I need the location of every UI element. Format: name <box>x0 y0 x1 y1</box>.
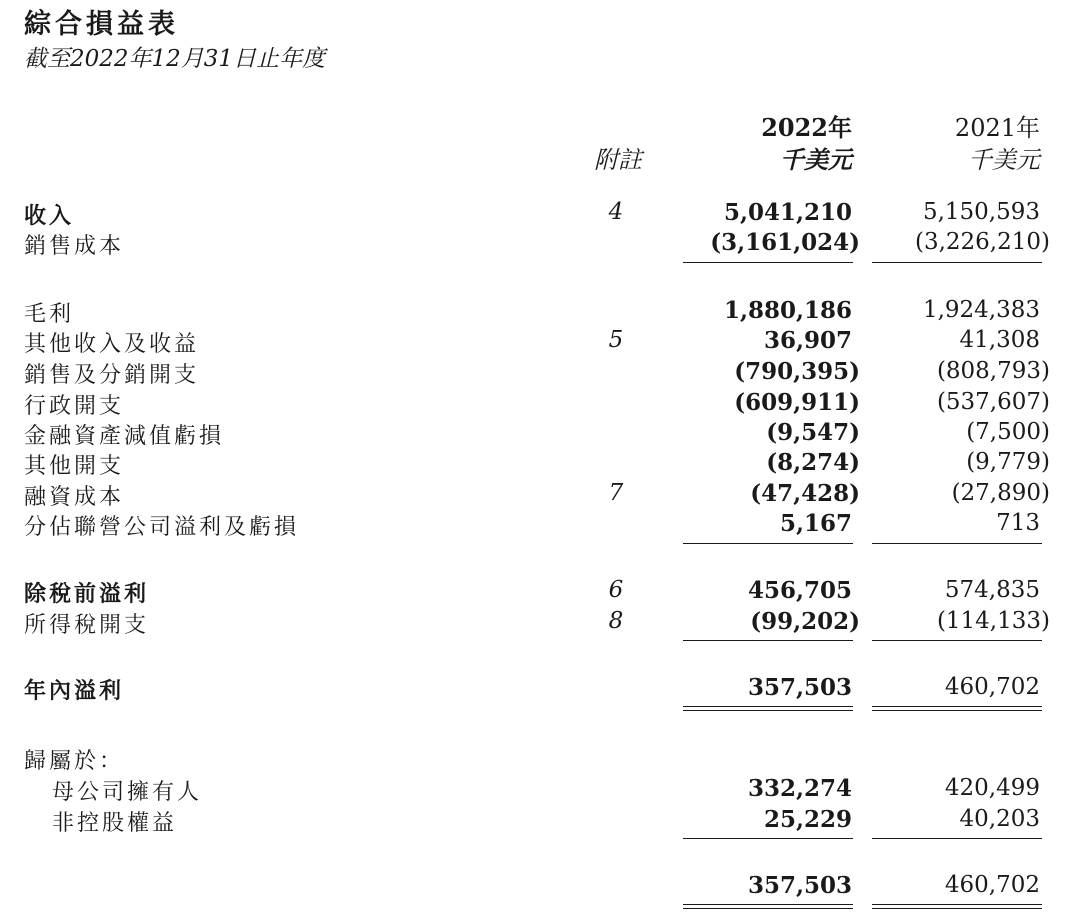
header-unit-2021: 千美元 <box>968 146 1040 174</box>
row-note: 4 <box>608 199 624 225</box>
row-label: 收入 <box>24 204 75 229</box>
value-2021: 574,835 <box>944 577 1040 603</box>
row-note: 6 <box>608 577 624 603</box>
row-non-controlling-interests <box>0 806 1080 836</box>
value-2022: (99,202) <box>750 608 860 635</box>
subtotal-rule-2022 <box>683 838 853 839</box>
row-gross-profit <box>0 297 1080 327</box>
row-profit-for-year <box>0 674 1080 704</box>
statement-title: 綜合損益表 <box>24 9 179 40</box>
value-2022: 1,880,186 <box>723 297 852 324</box>
row-label: 銷售及分銷開支 <box>24 363 200 388</box>
total-double-rule-2021 <box>872 904 1042 909</box>
row-label: 母公司擁有人 <box>52 780 203 805</box>
row-label: 其他收入及收益 <box>24 332 200 357</box>
value-2022: 357,503 <box>747 872 852 899</box>
statement-period: 截至2022年12月31日止年度 <box>24 46 326 72</box>
total-double-rule-2022 <box>683 904 853 909</box>
row-selling-expenses <box>0 358 1080 388</box>
row-finance-costs <box>0 480 1080 510</box>
row-admin-expenses <box>0 389 1080 419</box>
value-2021: (114,133) <box>936 608 1050 634</box>
subtotal-rule-2021 <box>872 838 1042 839</box>
value-2022: (790,395) <box>734 358 860 385</box>
value-2021: (7,500) <box>966 419 1050 445</box>
value-2021: (808,793) <box>936 358 1050 384</box>
value-2022: (47,428) <box>750 480 860 507</box>
value-2021: 1,924,383 <box>922 297 1040 323</box>
row-note: 5 <box>608 327 624 353</box>
value-2022: 332,274 <box>747 775 852 802</box>
value-2022: (3,161,024) <box>710 229 860 256</box>
row-profit-before-tax <box>0 577 1080 607</box>
row-owners-of-parent <box>0 775 1080 805</box>
total-double-rule-2022 <box>683 706 853 711</box>
subtotal-rule-2021 <box>872 543 1042 544</box>
value-2022: 36,907 <box>763 327 852 354</box>
value-2022: 25,229 <box>763 806 852 833</box>
value-2022: (9,547) <box>766 419 860 446</box>
row-label: 非控股權益 <box>52 811 178 836</box>
subtotal-rule-2022 <box>683 262 853 263</box>
value-2021: (3,226,210) <box>914 229 1050 255</box>
value-2022: 357,503 <box>747 674 852 701</box>
value-2021: 40,203 <box>959 806 1040 832</box>
row-revenue <box>0 199 1080 229</box>
total-double-rule-2021 <box>872 706 1042 711</box>
row-income-tax <box>0 608 1080 638</box>
subtotal-rule-2022 <box>683 640 853 641</box>
row-label: 所得稅開支 <box>24 613 150 638</box>
value-2022: 5,041,210 <box>723 199 852 226</box>
row-label: 行政開支 <box>24 394 125 419</box>
subtotal-rule-2022 <box>683 543 853 544</box>
value-2022: 456,705 <box>747 577 852 604</box>
row-note: 8 <box>608 608 624 634</box>
row-label: 年內溢利 <box>24 679 125 704</box>
row-other-expenses <box>0 449 1080 479</box>
value-2022: 5,167 <box>779 510 852 537</box>
row-label: 銷售成本 <box>24 234 125 259</box>
header-unit-2022: 千美元 <box>780 145 852 174</box>
row-label: 歸屬於： <box>24 749 125 774</box>
value-2021: (537,607) <box>936 389 1050 415</box>
value-2021: 460,702 <box>944 674 1040 700</box>
value-2021: 460,702 <box>944 872 1040 898</box>
header-year-2021: 2021年 <box>954 114 1040 142</box>
value-2021: (27,890) <box>951 480 1050 506</box>
value-2021: (9,779) <box>966 449 1050 475</box>
value-2022: (8,274) <box>766 449 860 476</box>
row-impairment-losses <box>0 419 1080 449</box>
subtotal-rule-2021 <box>872 640 1042 641</box>
subtotal-rule-2021 <box>872 262 1042 263</box>
value-2022: (609,911) <box>734 389 860 416</box>
header-year-2022: 2022年 <box>761 113 852 142</box>
row-other-income <box>0 327 1080 357</box>
header-note: 附註 <box>594 146 642 174</box>
row-cost-of-sales <box>0 229 1080 259</box>
row-label: 融資成本 <box>24 485 125 510</box>
row-share-of-associates <box>0 510 1080 540</box>
value-2021: 5,150,593 <box>922 199 1040 225</box>
row-note: 7 <box>608 480 624 506</box>
value-2021: 420,499 <box>944 775 1040 801</box>
value-2021: 41,308 <box>959 327 1040 353</box>
row-label: 分佔聯營公司溢利及虧損 <box>24 515 300 540</box>
row-label: 其他開支 <box>24 454 125 479</box>
row-attributable-total <box>0 872 1080 902</box>
row-label: 除稅前溢利 <box>24 582 150 607</box>
row-label: 毛利 <box>24 302 75 327</box>
value-2021: 713 <box>996 510 1040 536</box>
row-attributable-to <box>0 744 1080 774</box>
row-label: 金融資產減值虧損 <box>24 424 225 449</box>
